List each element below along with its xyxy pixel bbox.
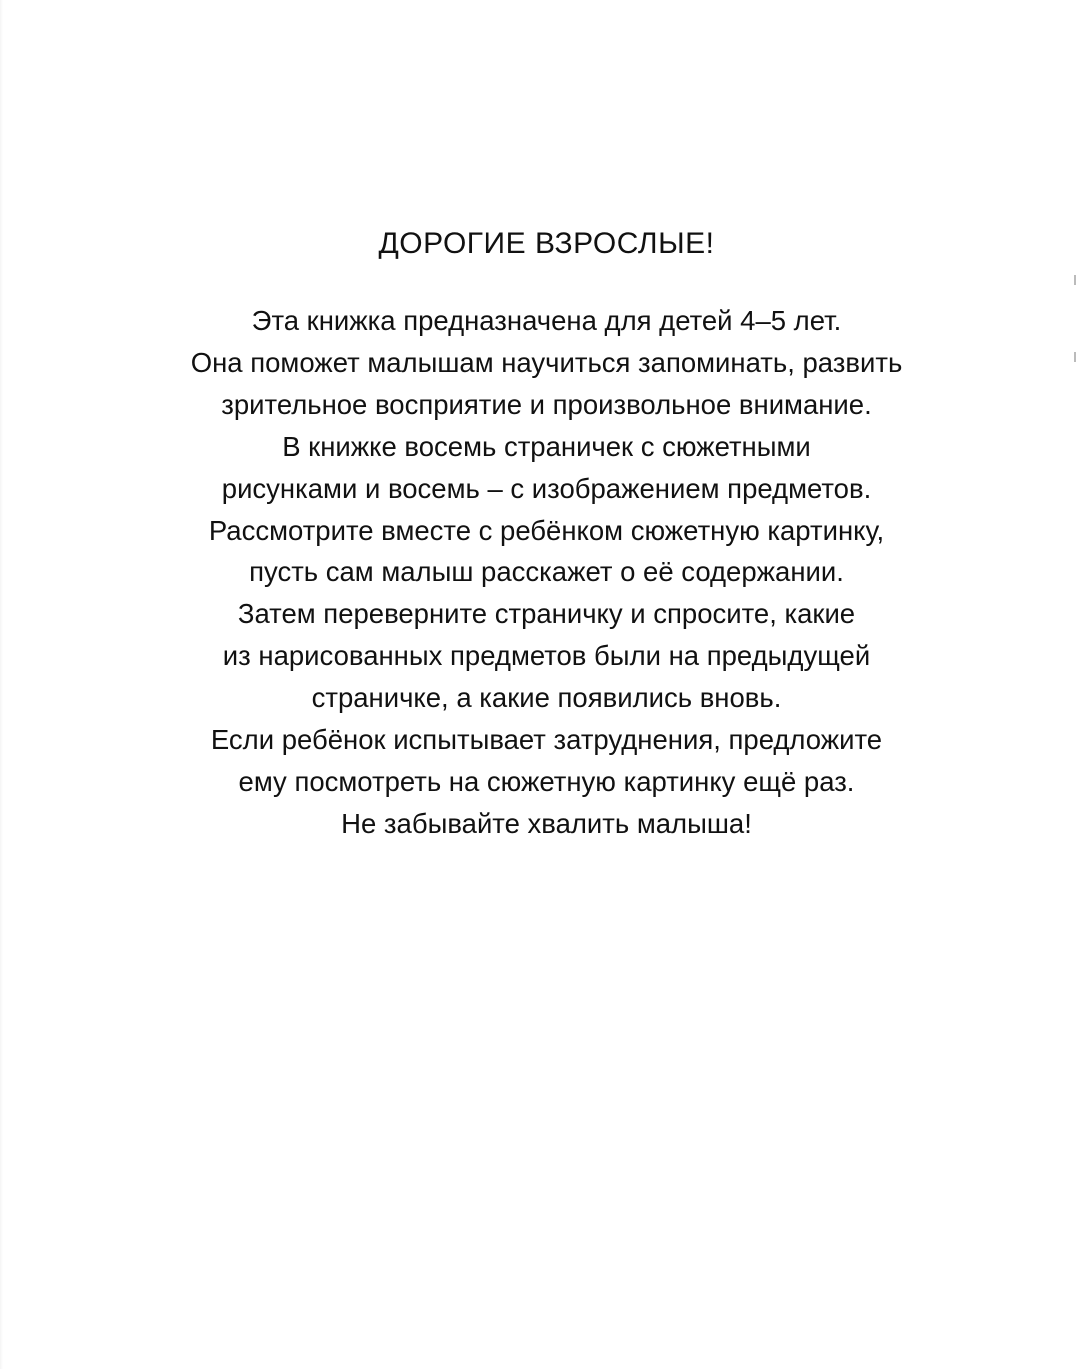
scan-mark: [1074, 352, 1076, 362]
text-line: из нарисованных предметов были на предыдущей: [222, 640, 871, 672]
text-line: пусть сам малыш расскажет о её содержании.: [249, 556, 844, 588]
text-line: рисунками и восемь – с изображением предметов.: [221, 472, 872, 504]
text-line: Затем переверните страничку и спросите, какие: [237, 598, 856, 630]
text-line: Если ребёнок испытывает затруднения, предложите: [210, 724, 883, 756]
text-line: ему посмотреть на сюжетную картинку ещё раз.: [238, 765, 855, 797]
text-line: Эта книжка предназначена для детей 4–5 лет.: [251, 305, 842, 336]
body-paragraph: [0, 300, 1080, 845]
text-line: страничке, а какие появились вновь.: [311, 682, 782, 714]
text-line: В книжке восемь страничек с сюжетными: [282, 430, 811, 462]
text-line: зрительное восприятие и произвольное внимание.: [221, 388, 872, 420]
scan-mark: [1074, 275, 1076, 285]
text-line: Не забывайте хвалить малыша!: [341, 807, 752, 839]
page-title: ДОРОГИЕ ВЗРОСЛЫЕ!: [378, 227, 715, 260]
text-line: Рассмотрите вместе с ребёнком сюжетную картинку,: [208, 514, 885, 546]
text-line: Она поможет малышам научиться запоминать, развить: [190, 346, 903, 378]
